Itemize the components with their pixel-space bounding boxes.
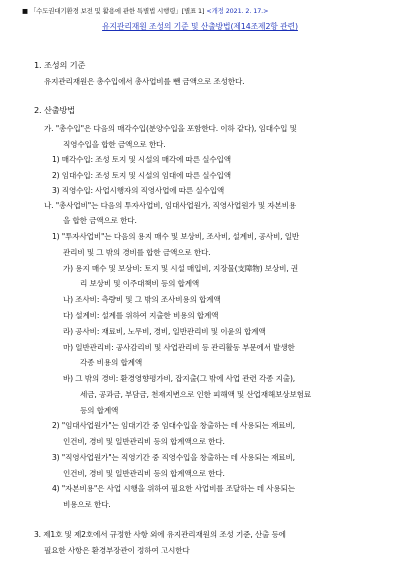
item-ra-sub: 라) 공사비: 재료비, 노무비, 경비, 일반관리비 및 이윤의 합계액 [63,327,266,336]
item-na-2-line-1: 2) "임대사업원가"는 임대기간 중 임대수입을 창출하는 데 사용되는 재료비, [52,421,295,430]
section-1-heading: 1. 조성의 기준 [34,60,86,70]
item-ba-sub-line-2: 세금, 공과금, 부담금, 천재지변으로 인한 피해액 및 산업재해보상보험료 [80,390,312,399]
item-na-4-line-1: 4) "자본비용"은 사업 시행을 위하여 필요한 사업비를 조달하는 데 사용되는 [52,484,295,493]
item-na-line-2: 을 합한 금액으로 한다. [63,216,137,225]
document-title: 유지관리재원 조성의 기준 및 산출방법(제14조제2항 관련) [102,22,298,31]
revision-date: <개정 2021. 2. 17.> [206,7,269,15]
section-3-heading: 3. 제1호 및 제2호에서 규정한 사항 외에 유지관리재원의 조성 기준, 산출 등에 [34,530,286,539]
item-na-2-line-2: 인건비, 경비 및 일반관리비 등의 합계액으로 한다. [63,437,225,446]
item-na-1-line-2: 관리비 및 그 밖의 경비를 합한 금액으로 한다. [63,248,211,257]
item-ga-sub-line-1: 가) 용지 매수 및 보상비: 토지 및 시설 매입비, 지장물(支障物) 보상비, 권 [63,264,299,273]
item-ma-sub-line-1: 마) 일반관리비: 공사감리비 및 사업관리비 등 관리활동 부문에서 발생한 [63,343,295,352]
item-ga-line-2: 직영수입을 합한 금액으로 한다. [63,140,166,149]
item-na-line-1: 나. "총사업비"는 다음의 투자사업비, 임대사업원가, 직영사업원가 및 자본비용 [44,201,297,210]
item-na-3-line-1: 3) "직영사업원가"는 직영기간 중 직영수입을 창출하는 데 사용되는 재료비, [52,453,295,462]
item-ba-sub-line-3: 등의 합계액 [80,406,119,415]
header-note-text: ■ 「수도권대기환경 보전 및 활용에 관한 특별법 시행령」[별표 1] [22,7,205,15]
item-ga-sub-line-2: 리 보상비 및 이주대책비 등의 합계액 [80,279,200,288]
item-ga-2: 2) 임대수입: 조성 토지 및 시설의 임대에 따른 실수입액 [52,171,231,180]
item-da-sub: 다) 설계비: 설계를 위하여 지출한 비용의 합계액 [63,311,219,320]
item-na-3-line-2: 인건비, 경비 및 일반관리비 등의 합계액으로 한다. [63,469,225,478]
item-na-1-line-1: 1) "투자사업비"는 다음의 용지 매수 및 보상비, 조사비, 설계비, 공사비, 일반 [52,232,300,241]
header-note [22,6,268,15]
item-ga-3: 3) 직영수입: 사업시행자의 직영사업에 따른 실수입액 [52,186,225,195]
item-na-4-line-2: 비용으로 한다. [63,500,111,509]
item-na-sub: 나) 조사비: 측량비 및 그 밖의 조사비용의 합계액 [63,295,221,304]
item-ga-1: 1) 매각수입: 조성 토지 및 시설의 매각에 따른 실수입액 [52,155,231,164]
section-2-heading: 2. 산출방법 [34,105,76,115]
item-ga-line-1: 가. "총수입"은 다음의 매각수입(분양수입을 포함한다. 이하 같다), 임대수입 및 [44,124,297,133]
section-3-text: 필요한 사항은 환경부장관이 정하여 고시한다 [44,546,190,555]
item-ba-sub-line-1: 바) 그 밖의 경비: 환경영향평가비, 잡지출(그 밖에 사업 관련 각종 지출), [63,374,296,383]
item-ma-sub-line-2: 각종 비용의 합계액 [80,358,143,367]
section-1-text: 유지관리재원은 총수입에서 총사업비를 뺀 금액으로 조성한다. [44,77,245,86]
